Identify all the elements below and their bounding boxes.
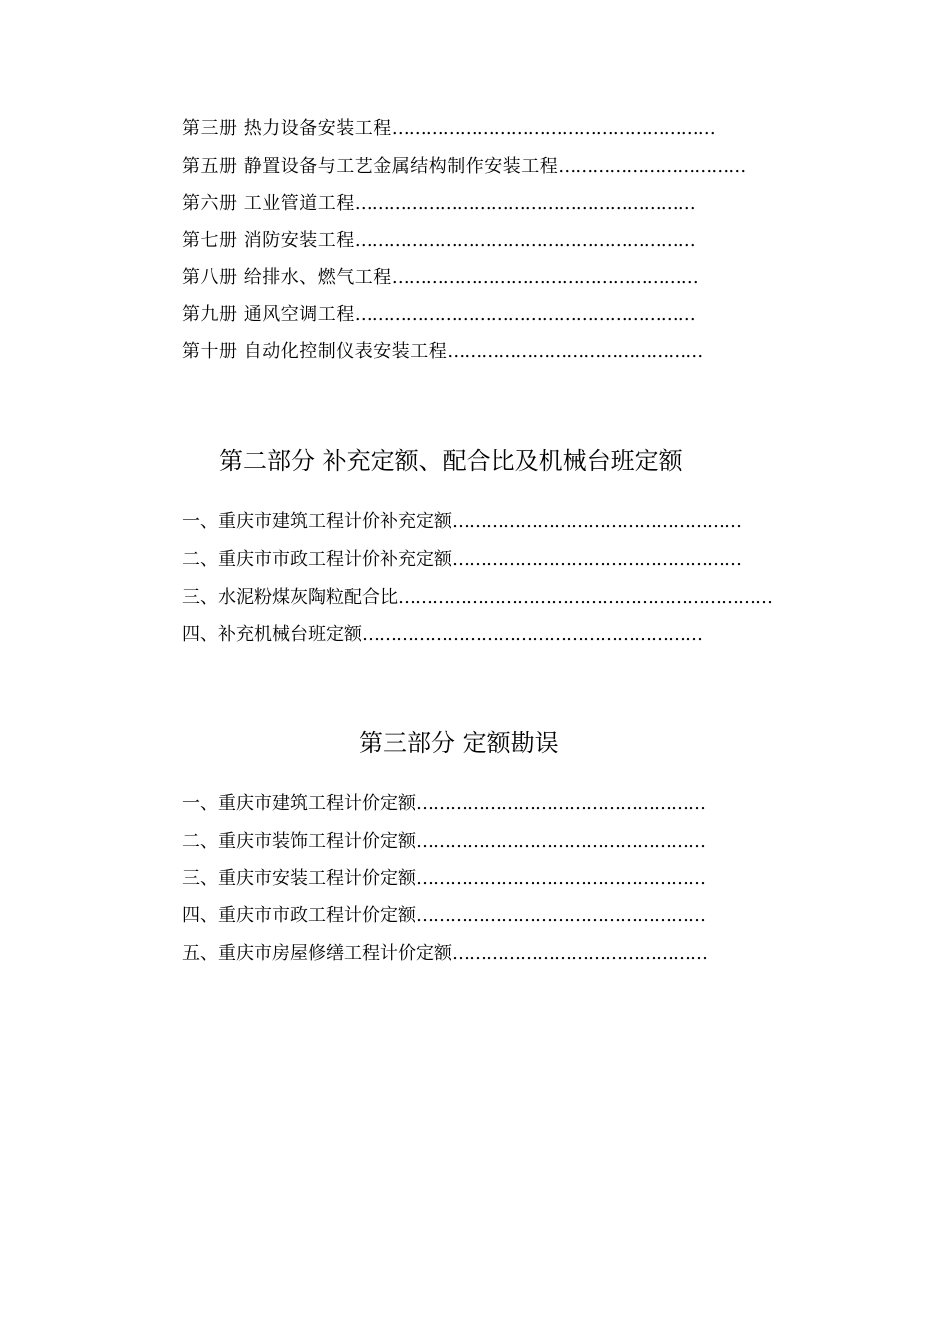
toc-leader-dots: …………………………………………………… — [362, 624, 702, 645]
toc-entry-label: 四、补充机械台班定额 — [182, 624, 362, 645]
toc-entry-label: 三、重庆市安装工程计价定额 — [182, 868, 416, 889]
toc-entry-label: 二、重庆市装饰工程计价定额 — [182, 831, 416, 852]
toc-leader-dots: …………………………………………… — [416, 868, 705, 889]
toc-entry-label: 第六册 工业管道工程 — [182, 193, 355, 214]
toc-entry-label: 第九册 通风空调工程 — [182, 304, 355, 325]
toc-entry-label: 第五册 静置设备与工艺金属结构制作安装工程 — [182, 156, 559, 177]
toc-entry-label: 三、水泥粉煤灰陶粒配合比 — [182, 587, 398, 608]
toc-entry-label: 一、重庆市建筑工程计价补充定额 — [182, 511, 452, 532]
toc-entry-label: 第三册 热力设备安装工程 — [182, 118, 392, 139]
toc-leader-dots: ……………………………………… — [452, 943, 707, 964]
toc-entry-label: 第七册 消防安装工程 — [182, 230, 355, 251]
toc-entry-label: 四、重庆市市政工程计价定额 — [182, 905, 416, 926]
toc-entry-label: 第十册 自动化控制仪表安装工程 — [182, 341, 448, 362]
section3-heading: 第三部分 定额勘误 — [359, 729, 559, 757]
toc-entry-vol5[interactable] — [182, 155, 745, 179]
toc-leader-dots: ……………………………………… — [447, 341, 703, 362]
toc-leader-dots: …………………………………………………… — [354, 193, 695, 214]
toc-entry-vol8[interactable] — [182, 266, 698, 290]
toc-leader-dots: ……………………………………………… — [391, 267, 698, 288]
toc-leader-dots: …………………………………………… — [416, 905, 705, 926]
toc-leader-dots: …………………………………………… — [416, 831, 705, 852]
toc-entry-errata-repair[interactable] — [182, 942, 707, 966]
toc-entry-label: 一、重庆市建筑工程计价定额 — [182, 793, 416, 814]
toc-entry-label: 二、重庆市市政工程计价补充定额 — [182, 549, 452, 570]
toc-leader-dots: ………………………………………………………… — [398, 587, 772, 608]
toc-leader-dots: …………………………… — [558, 156, 746, 177]
toc-entry-supp-building[interactable] — [182, 510, 741, 534]
toc-entry-vol3[interactable] — [182, 117, 715, 141]
toc-entry-errata-decoration[interactable] — [182, 830, 705, 854]
toc-entry-errata-building[interactable] — [182, 792, 705, 816]
section2-heading: 第二部分 补充定额、配合比及机械台班定额 — [219, 447, 683, 475]
toc-entry-errata-municipal[interactable] — [182, 904, 705, 928]
toc-entry-supp-municipal[interactable] — [182, 548, 741, 572]
toc-entry-vol6[interactable] — [182, 192, 695, 216]
toc-leader-dots: …………………………………………… — [452, 549, 741, 570]
toc-leader-dots: …………………………………………………… — [354, 304, 695, 325]
toc-entry-vol7[interactable] — [182, 229, 695, 253]
toc-entry-label: 第八册 给排水、燃气工程 — [182, 267, 392, 288]
toc-entry-vol10[interactable] — [182, 340, 702, 364]
toc-leader-dots: …………………………………………… — [416, 793, 705, 814]
toc-entry-vol9[interactable] — [182, 303, 695, 327]
toc-entry-mix-ratio[interactable] — [182, 586, 772, 610]
toc-entry-label: 五、重庆市房屋修缮工程计价定额 — [182, 943, 452, 964]
toc-leader-dots: …………………………………………………… — [354, 230, 695, 251]
toc-leader-dots: ………………………………………………… — [391, 118, 715, 139]
toc-entry-machine-shift[interactable] — [182, 623, 702, 647]
toc-entry-errata-installation[interactable] — [182, 867, 705, 891]
toc-leader-dots: …………………………………………… — [452, 511, 741, 532]
